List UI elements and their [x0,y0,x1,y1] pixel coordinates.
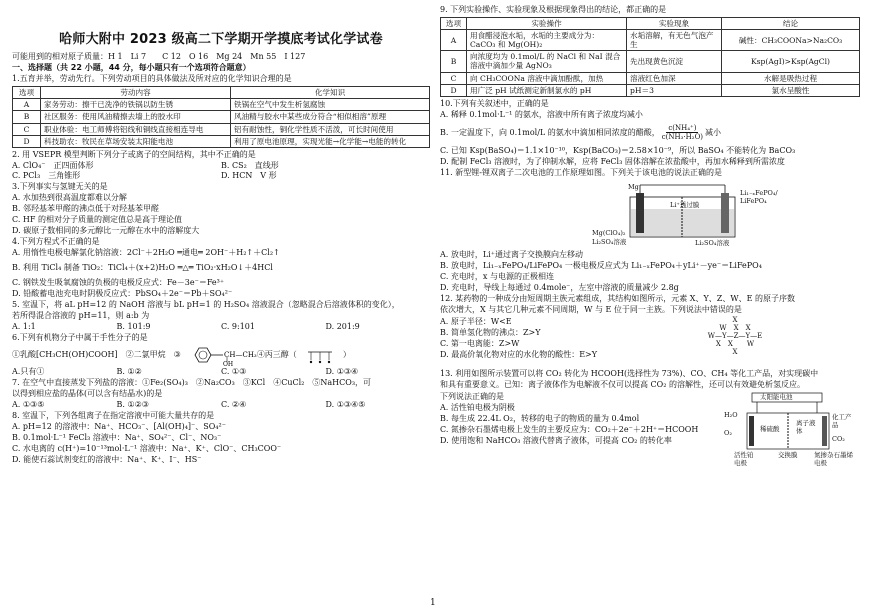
q7-stem: 以得到相应盐的晶体(可以含有结晶水)的是 [12,388,163,398]
structure-line: X [732,315,738,324]
q12-stem: 12. 某药物的一种成分由短周期主族元素组成，其结构如图所示，元素 X、Y、Z、W、E 的原子序数 [440,293,795,303]
q2-stem: 2. 用 VSEPR 模型判断下列分子或离子的空间结构，其中不正确的是 [12,149,256,159]
option: C. ①③ [221,366,247,376]
option: D. 能使石蕊试剂变红的溶液中：Na⁺、K⁺、I⁻、HS⁻ [12,454,202,464]
table-cell: 铝有耐蚀性，铜化学性质不活泼，可长时间使用 [231,123,430,135]
table-cell: 水解是吸热过程 [722,72,860,84]
table-row [441,72,860,84]
electrode-label: 活性铂电极 [734,450,754,467]
option: D. 使用饱和 NaHCO₃ 溶液代替离子液体，可提高 CO₂ 的转化率 [440,435,672,445]
table-cell: D [13,135,41,147]
table-cell: C [13,123,41,135]
cathode-label: Li₁₋ₓFePO₄/ LiFePO₄ [740,188,778,205]
option: C. 充电时，x 与电源的正极相连 [440,271,554,281]
q12-structure [695,316,775,356]
item: ②二氯甲烷 [125,349,166,359]
option: D. 201:9 [325,321,360,331]
atomic-masses: 可能用到的相对原子质量：H 1 Li 7 C 12 O 16 Mg 24 Mn 55 I 127 [12,52,306,62]
q1-table [12,86,430,148]
table-cell: A [441,30,467,51]
option: A.只有① [12,366,45,376]
table-cell: 氯水呈酸性 [722,84,860,96]
option: D. 配制 FeCl₃ 溶液时，为了抑制水解，应将 FeCl₃ 固体溶解在浓盐酸中，再加水稀释到所需浓度 [440,156,785,166]
option-text: 减小 [705,127,722,137]
left-solution-label: Li₂SO₄溶液 [592,237,627,246]
table-cell: B [13,111,41,123]
h2o-label: H₂O [724,410,738,419]
table-cell: D [441,84,467,96]
option: A. 用惰性电极电解氯化钠溶液：2Cl⁻＋2H₂O ═通电═ 2OH⁻＋H₂↑＋Cl₂↑ [12,247,280,257]
option: C. 水电离的 c(H⁺)=10⁻¹³mol·L⁻¹ 溶液中：Na⁺、K⁺、ClO⁻、CH₃COO⁻ [12,443,282,453]
option: B. CS₂ 直线形 [221,160,279,170]
right-column [440,4,860,467]
option: A. 1:1 [12,321,36,331]
item: ③ [173,349,181,359]
option: C. PCl₃ 三角锥形 [12,170,81,180]
table-cell: 社区服务：使用风油精擦去墙上的胶水印 [41,111,231,123]
table-row [13,99,430,111]
table-cell: 科技助农：牧民在草场安装太阳能电池 [41,135,231,147]
table-cell: 风油精与胶水中某些成分符合“相似相溶”原理 [231,111,430,123]
table-cell: A [13,99,41,111]
option: C. HF 的相对分子质量的测定值总是高于理论值 [12,214,182,224]
right-box-label: 离子液体 [796,418,816,435]
option: D. 最高价氧化物对应的水化物的酸性：E>Y [440,349,598,359]
q1-stem: 1.五育并举，劳动先行。下列劳动项目的具体做法及所对应的化学知识合理的是 [12,74,292,84]
structure-line: X X W [715,339,755,348]
power-label: 太阳能电池 [760,392,793,401]
table-header: 实验现象 [627,18,722,30]
svg-text:OH: OH [222,360,233,368]
option: B. 放电时，Li₁₋ₓFePO₄/LiFePO₄ 一极电极反应式为 Li₁₋ₓFePO₄＋yLi⁺－ye⁻＝LiFePO₄ [440,260,762,270]
table-header: 实验操作 [467,18,627,30]
option: A. 水加热到很高温度都难以分解 [12,192,127,202]
table-cell: 铁锅在空气中发生析氢腐蚀 [231,99,430,111]
table-row [13,87,430,99]
option: B. 101:9 [116,321,151,331]
q12-block [440,316,860,368]
table-cell: 用食醋浸泡水垢，水垢的主要成分为：CaCO₃ 和 Mg(OH)₂ [467,30,627,51]
option: A. ClO₄⁻ 正四面体形 [12,160,94,170]
q4-stem: 4.下列方程式不正确的是 [12,236,100,246]
q2-options [12,171,430,181]
option [440,121,860,145]
option: B. 每生成 22.4L O₂，转移的电子的物质的量为 0.4mol [440,413,640,423]
q11-figure [440,179,860,249]
table-cell: 溶液红色加深 [627,72,722,84]
option: D. 铅酸蓄电池充电时阴极反应式：PbSO₄＋2e⁻＝Pb＋SO₄²⁻ [12,288,233,298]
q9-table [440,17,860,97]
table-cell: 先出现黄色沉淀 [627,51,722,72]
left-box-label: 稀硫酸 [760,424,780,433]
q7-options [12,400,430,410]
table-cell: 向浓度均为 0.1mol/L 的 NaCl 和 NaI 混合溶液中滴加少量 AgNO₃ [467,51,627,72]
table-cell: Ksp(AgI)>Ksp(AgCl) [722,51,860,72]
fraction-denominator: c(NH₃·H₂O) [661,133,704,142]
option: A. 活性铂电极为阴极 [440,402,515,412]
membrane-label: Li⁺透过膜 [670,200,700,209]
mg-label: Mg [628,182,639,191]
option: B. ①② [116,366,142,376]
table-cell: pH＝3 [627,84,722,96]
page-title: 哈师大附中 2023 级高二下学期开学摸底考试化学试卷 [59,32,383,47]
option: D. ①③④ [325,366,359,376]
option: D. 充电时，导线上每通过 0.4mole⁻，左室中溶液的质量减少 2.8g [440,282,679,292]
table-cell: 职业体验：电工师傅将铝线和铜线直接相连导电 [41,123,231,135]
item: ④丙三醇（ [256,349,297,359]
o2-label: O₂ [724,428,732,437]
item: ①乳酸[CH₃CH(OH)COOH] [12,349,118,359]
page-number: 1 [430,598,436,608]
option: A. pH=12 的溶液中：Na⁺、HCO₃⁻、[Al(OH)₄]⁻、SO₄²⁻ [12,421,226,431]
fraction-numerator: c(NH₄⁺) [668,123,697,132]
q10-stem: 10.下列有关叙述中，正确的是 [440,98,549,108]
table-row [13,123,430,135]
fraction [662,124,703,143]
option: C. 钢铁发生吸氧腐蚀的负极的电极反应式：Fe－3e⁻＝Fe³⁺ [12,277,225,287]
table-cell: 利用了原电池原理，实现光能→化学能→电能的转化 [231,135,430,147]
table-cell: 水垢溶解，有无色气泡产生 [627,30,722,51]
table-row [13,111,430,123]
electrode-label: 氮掺杂石墨烯电极 [814,450,853,467]
option: C. 9:101 [221,321,255,331]
table-cell: 碱性：CH₃COONa>Na₂CO₃ [722,30,860,51]
option: D. ①③④⑤ [325,399,366,409]
q6-options [12,367,430,377]
structure-line: X [732,347,738,356]
q13-options [440,391,720,447]
q11-stem: 11. 新型锂-锂双离子二次电池的工作原理如图。下列关于该电池的说法正确的是 [440,167,722,177]
q13-figure [722,391,857,467]
co2-label: CO₂ [832,434,845,443]
table-cell: B [441,51,467,72]
q12-options [440,316,597,361]
option: B. ①②③ [116,399,149,409]
section-heading: 一、选择题（共 22 小题，44 分，每小题只有一个选项符合题意） [12,63,251,73]
option: A. 放电时，Li⁺通过离子交换膜向左移动 [440,249,583,259]
q13-stem: 和具有重要意义。已知：离子液体作为电解液不仅可以提高 CO₂ 的溶解性，还可以有效避免析氢反应。 [440,379,805,389]
table-row [441,30,860,51]
option: A. 原子半径：W<E [440,316,512,326]
option-text: B. 一定温度下，向 0.1mol/L 的氨水中滴加相同浓度的醋酸， [440,127,660,137]
table-header: 结论 [722,18,860,30]
table-cell: 向 CH₃COONa 溶液中滴加酚酞，加热 [467,72,627,84]
battery-diagram-icon [440,179,860,249]
q5-stem: 5. 室温下，将 aL pH=12 的 NaOH 溶液与 bL pH=1 的 H₂SO₄ 溶液混合（忽略混合后溶液体积的变化）， [12,299,400,309]
glycerol-structure-icon [305,344,335,366]
svg-text:CH—CH₃: CH—CH₃ [223,350,257,359]
option: D. 碳原子数相同的多元醇比一元醇在水中的溶解度大 [12,225,200,235]
q13-stem: 13. 利用如图所示装置可以将 CO₂ 转化为 HCOOH(选择性为 73%)、CO、CH₄ 等化工产品，对实现碳中 [440,368,819,378]
option: C. 第一电离能：Z>W [440,338,520,348]
right-solution-label: Li₂SO₄溶液 [695,238,730,247]
item: ） [342,349,351,359]
option: B. 0.1mol·L⁻¹ FeCl₃ 溶液中：Na⁺、SO₄²⁻、Cl⁻、NO₃⁻ [12,432,222,442]
q5-options [12,322,430,332]
structure-line: W—Y—Z—Y—E [707,331,763,340]
q3-stem: 3.下列事实与氢键无关的是 [12,181,108,191]
option: A. 稀释 0.1mol·L⁻¹ 的氨水，溶液中所有离子浓度均减小 [440,109,643,119]
table-header: 化学知识 [231,87,430,99]
table-row [13,135,430,147]
table-row [441,84,860,96]
membrane-label: 交换膜 [778,450,798,459]
q8-stem: 8. 室温下，下列各组离子在指定溶液中可能大量共存的是 [12,410,215,420]
table-row [441,51,860,72]
left-column [12,4,430,466]
table-cell: 用广泛 pH 试纸测定新制氯水的 pH [467,84,627,96]
q2-options [12,161,430,171]
q12-stem: 依次增大，X 与其它几种元素不同周期，W 与 E 位于同一主族。下列说法中错误的是 [440,304,742,314]
left-solution-label: Mg(ClO₄)₂ [592,228,626,237]
q5-stem: 若所得混合溶液的 pH=11，则 a:b 为 [12,310,150,320]
q13-stem: 下列说法正确的是 [440,391,504,401]
option: C. 已知 Ksp(BaSO₄)＝1.1×10⁻¹⁰，Ksp(BaCO₃)＝2.58×10⁻⁹，所以 BaSO₄ 不能转化为 BaCO₃ [440,145,796,155]
table-cell: 家务劳动：擦干已洗净的铁锅以防生锈 [41,99,231,111]
option: D. HCN V 形 [221,170,277,180]
q13-block [440,391,860,467]
option: B. 利用 TiCl₄ 制备 TiO₂：TiCl₄＋(x+2)H₂O ═△═ TiO₂·xH₂O↓＋4HCl [12,262,273,272]
q9-stem: 9. 下列实验操作、实验现象及根据现象得出的结论，都正确的是 [440,5,667,14]
option: C. ②④ [221,399,247,409]
q7-stem: 7. 在空气中直接蒸发下列盐的溶液：①Fe₂(SO₄)₃ ②Na₂CO₃ ③KCl ④CuCl₂ ⑤NaHCO₃，可 [12,377,372,387]
table-cell: C [441,72,467,84]
option: A. ①③⑤ [12,399,45,409]
q6-stem: 6.下列有机物分子中属于手性分子的是 [12,332,148,342]
option: C. 氮掺杂石墨烯电极上发生的主要反应为：CO₂＋2e⁻＋2H⁺＝HCOOH [440,424,699,434]
option: B. 邻羟基苯甲醛的沸点低于对羟基苯甲醛 [12,203,159,213]
option: B. 简单氢化物的沸点：Z>Y [440,327,541,337]
table-header: 选项 [441,18,467,30]
table-row [441,18,860,30]
table-header: 选项 [13,87,41,99]
q6-items [12,344,430,366]
phenyl-ethanol-structure-icon [189,344,257,368]
products-label: 化工产品 [832,412,852,429]
table-header: 劳动内容 [41,87,231,99]
structure-line: W X X [719,323,751,332]
